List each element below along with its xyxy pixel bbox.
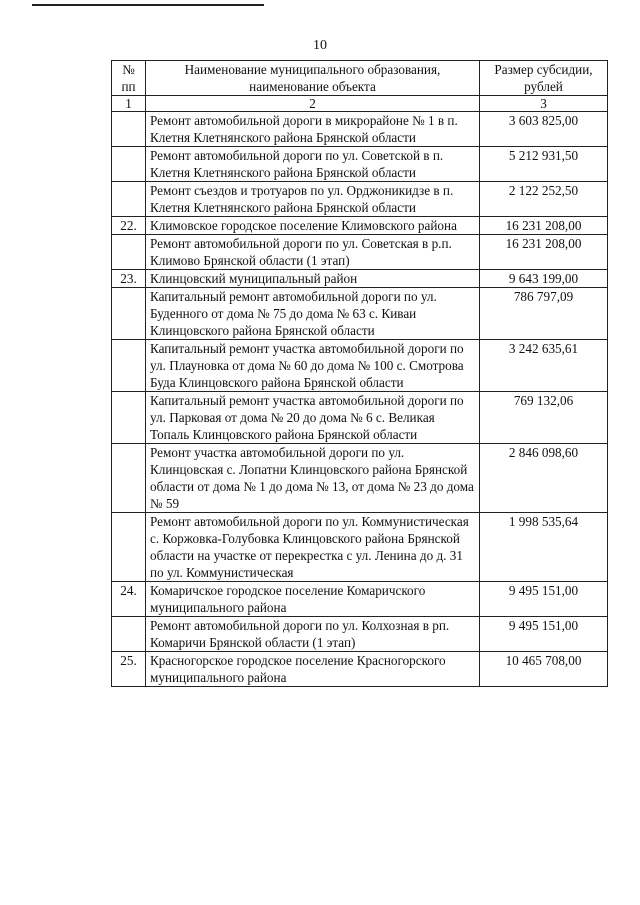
table-row <box>112 217 608 235</box>
table-row <box>112 182 608 217</box>
table-row <box>112 392 608 444</box>
table-row <box>112 288 608 340</box>
row-name-cell: Ремонт участка автомобильной дороги по ул. Клинцовская с. Лопатни Клинцовского района Брянской области от дома № 1 до дома № 13, от дома № 23 до дома № 59 <box>146 444 480 513</box>
column-index-3: 3 <box>480 96 608 112</box>
row-number-cell: 23. <box>112 270 146 288</box>
subsidy-table <box>111 60 608 687</box>
row-number-cell <box>112 392 146 444</box>
header-name: Наименование муниципального образования, наименование объекта <box>146 61 480 96</box>
table-row <box>112 582 608 617</box>
header-number: № пп <box>112 61 146 96</box>
row-name-cell: Ремонт автомобильной дороги по ул. Советской в п. Клетня Клетнянского района Брянской области <box>146 147 480 182</box>
column-index-row <box>112 96 608 112</box>
table-row <box>112 652 608 687</box>
row-amount-cell: 9 643 199,00 <box>480 270 608 288</box>
row-name-cell: Капитальный ремонт автомобильной дороги по ул. Буденного от дома № 75 до дома № 63 с. Киваи Клинцовского района Брянской области <box>146 288 480 340</box>
row-number-cell <box>112 340 146 392</box>
row-number-cell <box>112 182 146 217</box>
column-index-2: 2 <box>146 96 480 112</box>
table-row <box>112 270 608 288</box>
row-amount-cell: 769 132,06 <box>480 392 608 444</box>
row-number-cell <box>112 617 146 652</box>
header-amount: Размер субсидии, рублей <box>480 61 608 96</box>
row-amount-cell: 9 495 151,00 <box>480 617 608 652</box>
row-name-cell: Клинцовский муниципальный район <box>146 270 480 288</box>
row-number-cell <box>112 513 146 582</box>
table-row <box>112 617 608 652</box>
row-name-cell: Ремонт съездов и тротуаров по ул. Орджоникидзе в п. Клетня Клетнянского района Брянской области <box>146 182 480 217</box>
table-row <box>112 235 608 270</box>
row-name-cell: Ремонт автомобильной дороги по ул. Советская в р.п. Климово Брянской области (1 этап) <box>146 235 480 270</box>
table-row <box>112 112 608 147</box>
row-number-cell <box>112 147 146 182</box>
top-rule <box>32 4 264 6</box>
row-amount-cell: 5 212 931,50 <box>480 147 608 182</box>
row-name-cell: Ремонт автомобильной дороги по ул. Колхозная в рп. Комаричи Брянской области (1 этап) <box>146 617 480 652</box>
row-number-cell: 25. <box>112 652 146 687</box>
row-amount-cell: 16 231 208,00 <box>480 235 608 270</box>
table-header-row <box>112 61 608 96</box>
row-amount-cell: 10 465 708,00 <box>480 652 608 687</box>
row-name-cell: Ремонт автомобильной дороги по ул. Коммунистическая с. Коржовка-Голубовка Клинцовского района Брянской области на участке от перекрестка с ул. Ленина до д. 31 по ул. Коммунистическая <box>146 513 480 582</box>
row-amount-cell: 16 231 208,00 <box>480 217 608 235</box>
row-number-cell <box>112 112 146 147</box>
row-name-cell: Капитальный ремонт участка автомобильной дороги по ул. Парковая от дома № 20 до дома № 6 с. Великая Топаль Клинцовского района Брянской области <box>146 392 480 444</box>
row-amount-cell: 3 242 635,61 <box>480 340 608 392</box>
row-name-cell: Климовское городское поселение Климовского района <box>146 217 480 235</box>
row-number-cell <box>112 288 146 340</box>
table-row <box>112 513 608 582</box>
row-amount-cell: 2 122 252,50 <box>480 182 608 217</box>
table-row <box>112 340 608 392</box>
row-amount-cell: 9 495 151,00 <box>480 582 608 617</box>
row-amount-cell: 786 797,09 <box>480 288 608 340</box>
row-amount-cell: 2 846 098,60 <box>480 444 608 513</box>
row-name-cell: Капитальный ремонт участка автомобильной дороги по ул. Плауновка от дома № 60 до дома № 100 с. Смотрова Буда Клинцовского района Брянской области <box>146 340 480 392</box>
table-row <box>112 444 608 513</box>
row-name-cell: Ремонт автомобильной дороги в микрорайоне № 1 в п. Клетня Клетнянского района Брянской области <box>146 112 480 147</box>
page-number: 10 <box>313 38 327 53</box>
table-row <box>112 147 608 182</box>
row-name-cell: Комаричское городское поселение Комаричского муниципального района <box>146 582 480 617</box>
row-amount-cell: 3 603 825,00 <box>480 112 608 147</box>
row-number-cell: 22. <box>112 217 146 235</box>
row-number-cell: 24. <box>112 582 146 617</box>
row-amount-cell: 1 998 535,64 <box>480 513 608 582</box>
row-number-cell <box>112 444 146 513</box>
column-index-1: 1 <box>112 96 146 112</box>
row-number-cell <box>112 235 146 270</box>
row-name-cell: Красногорское городское поселение Красногорского муниципального района <box>146 652 480 687</box>
